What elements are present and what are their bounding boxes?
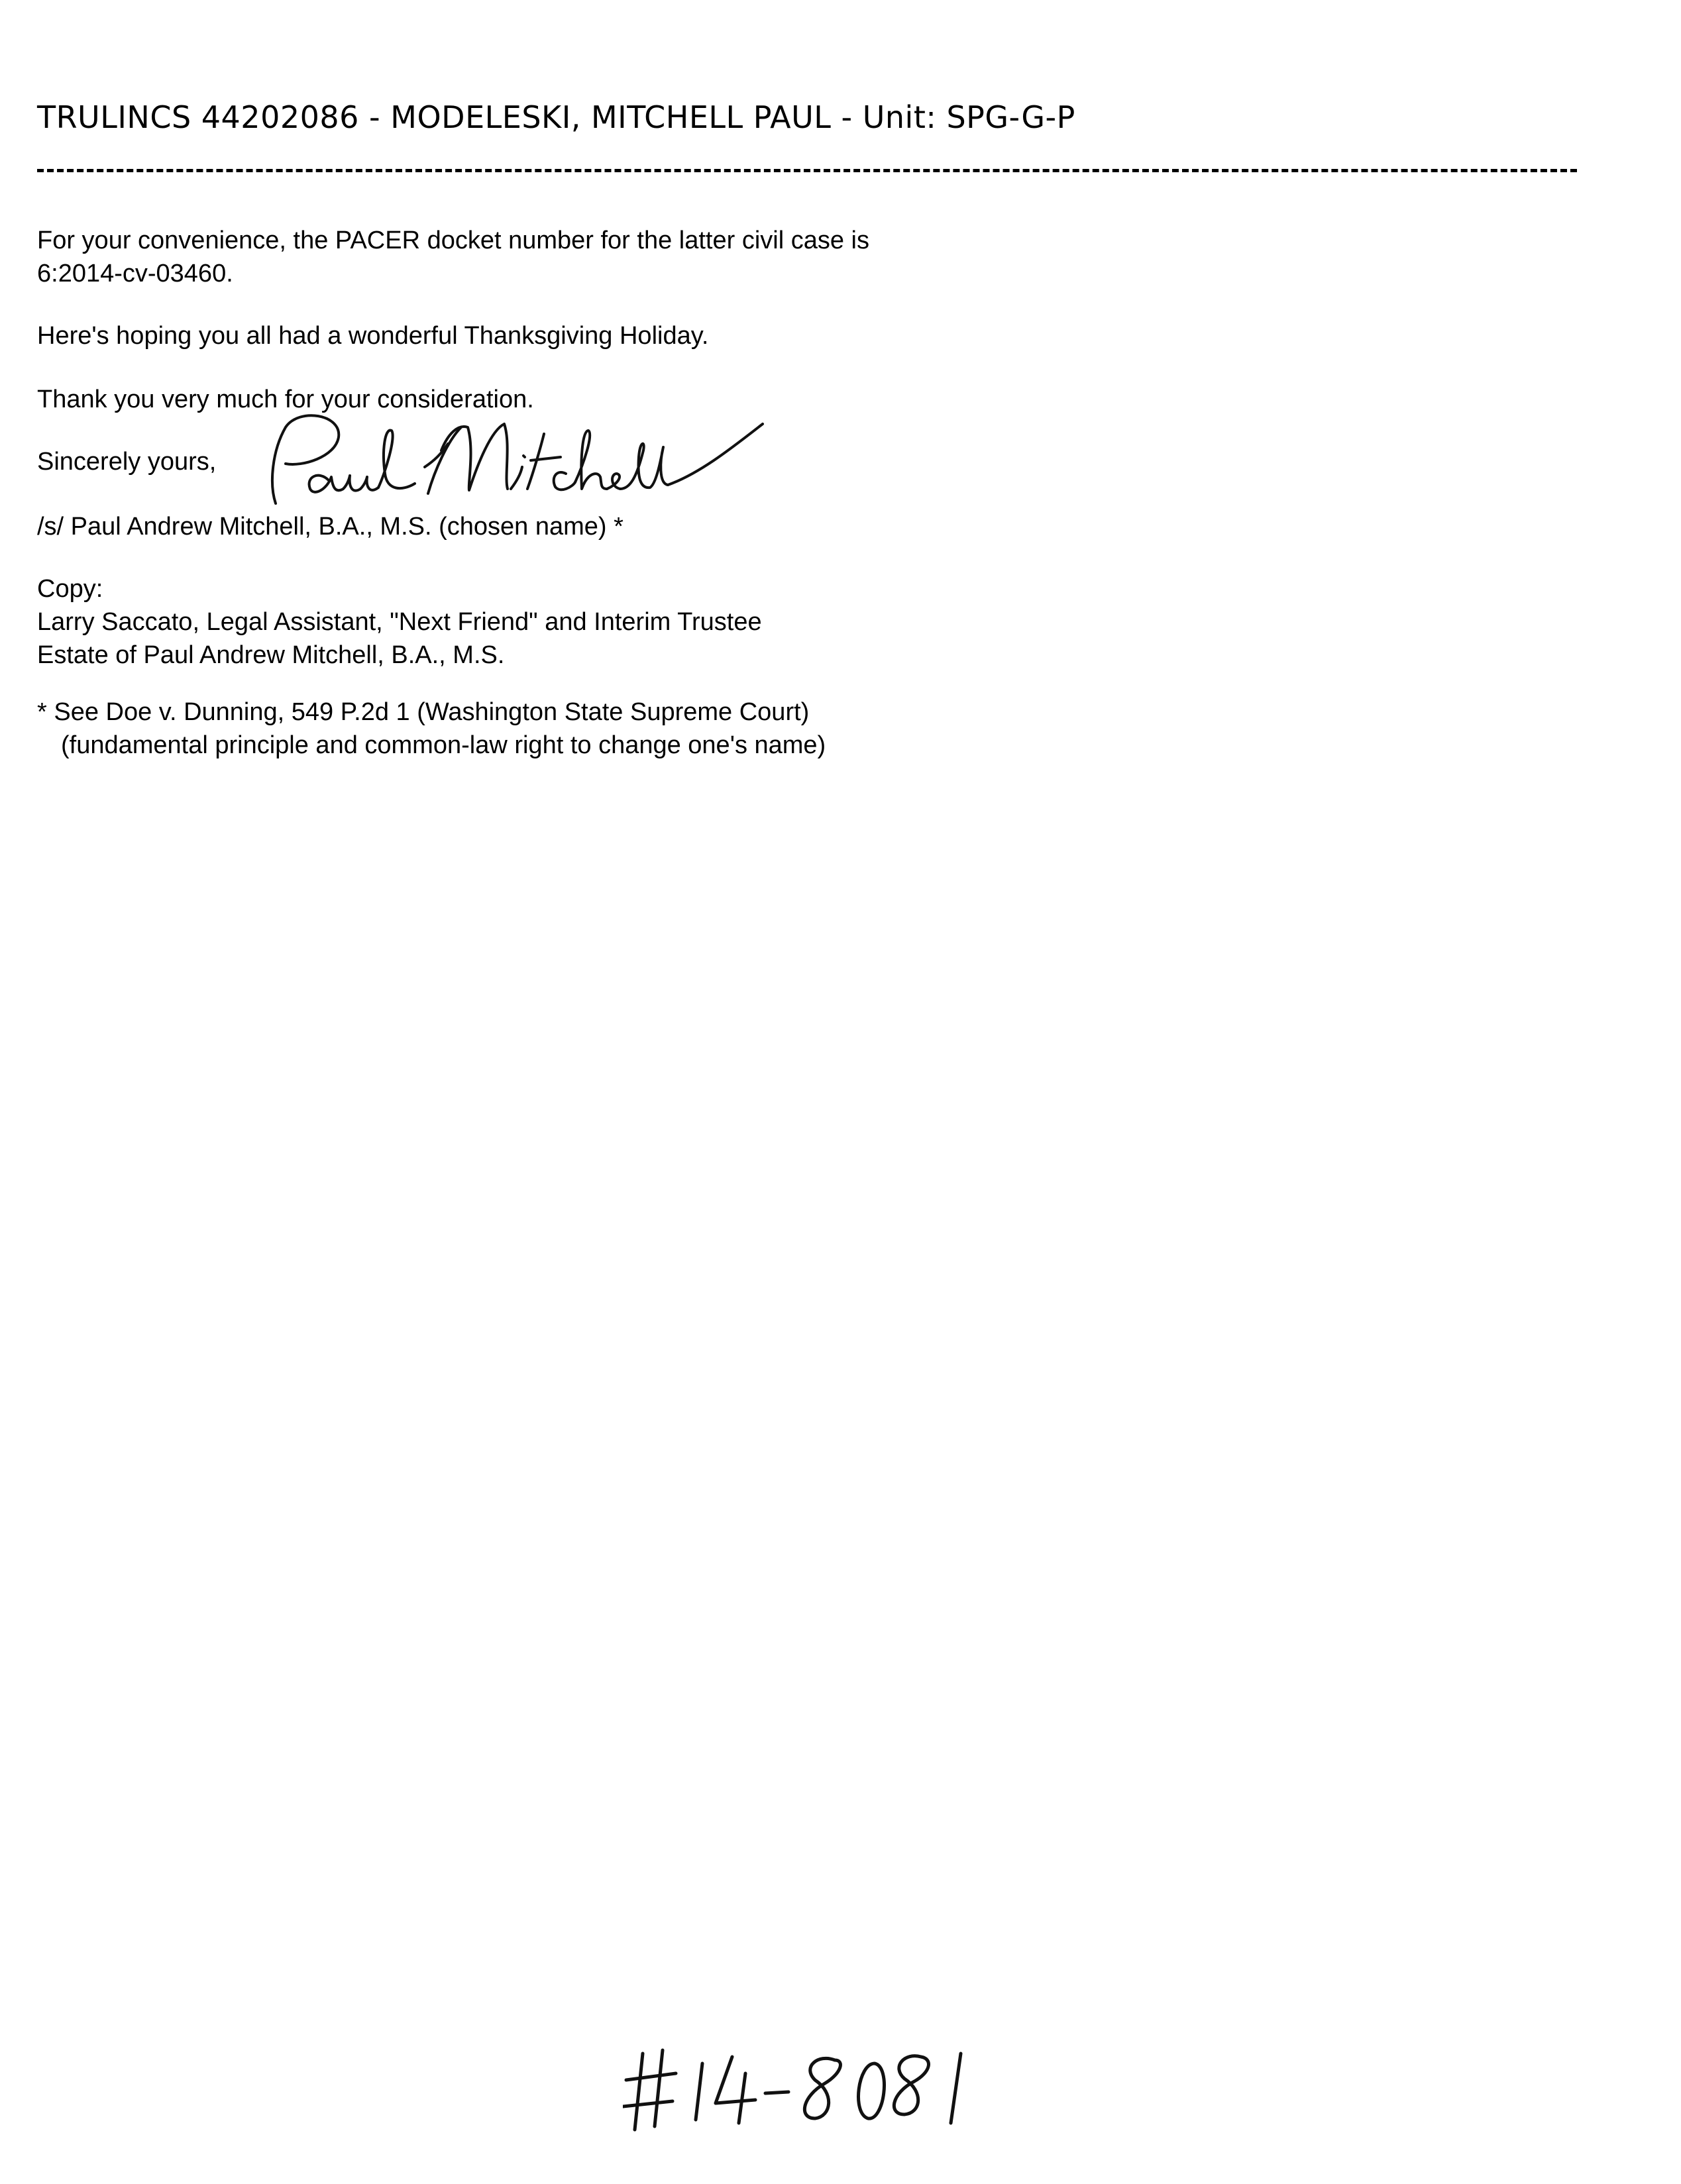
signature-block bbox=[37, 431, 766, 517]
copy-recipient-line1: Larry Saccato, Legal Assistant, "Next Friend" and Interim Trustee bbox=[37, 608, 762, 636]
paragraph-thanks: Thank you very much for your consideration. bbox=[37, 386, 534, 413]
handwritten-signature bbox=[249, 411, 766, 510]
footnote-line2: (fundamental principle and common-law right to change one's name) bbox=[61, 731, 826, 759]
trulincs-header: TRULINCS 44202086 - MODELESKI, MITCHELL PAUL - Unit: SPG-G-P bbox=[37, 99, 1075, 135]
footnote-line1: * See Doe v. Dunning, 549 P.2d 1 (Washington State Supreme Court) bbox=[37, 698, 810, 726]
paragraph-docket-line1: For your convenience, the PACER docket number for the latter civil case is bbox=[37, 227, 869, 254]
paragraph-docket-line2: 6:2014-cv-03460. bbox=[37, 260, 233, 287]
paragraph-docket bbox=[37, 224, 869, 290]
paragraph-holiday: Here's hoping you all had a wonderful Thanksgiving Holiday. bbox=[37, 322, 709, 350]
dashed-divider bbox=[37, 169, 1577, 172]
copy-recipient-line2: Estate of Paul Andrew Mitchell, B.A., M.S. bbox=[37, 641, 505, 669]
salutation: Sincerely yours, bbox=[37, 448, 217, 476]
footnote bbox=[37, 696, 826, 762]
handwritten-case-number bbox=[623, 2040, 981, 2140]
copy-block bbox=[37, 572, 762, 672]
copy-label: Copy: bbox=[37, 575, 103, 603]
signed-name: /s/ Paul Andrew Mitchell, B.A., M.S. (chosen name) * bbox=[37, 513, 624, 541]
